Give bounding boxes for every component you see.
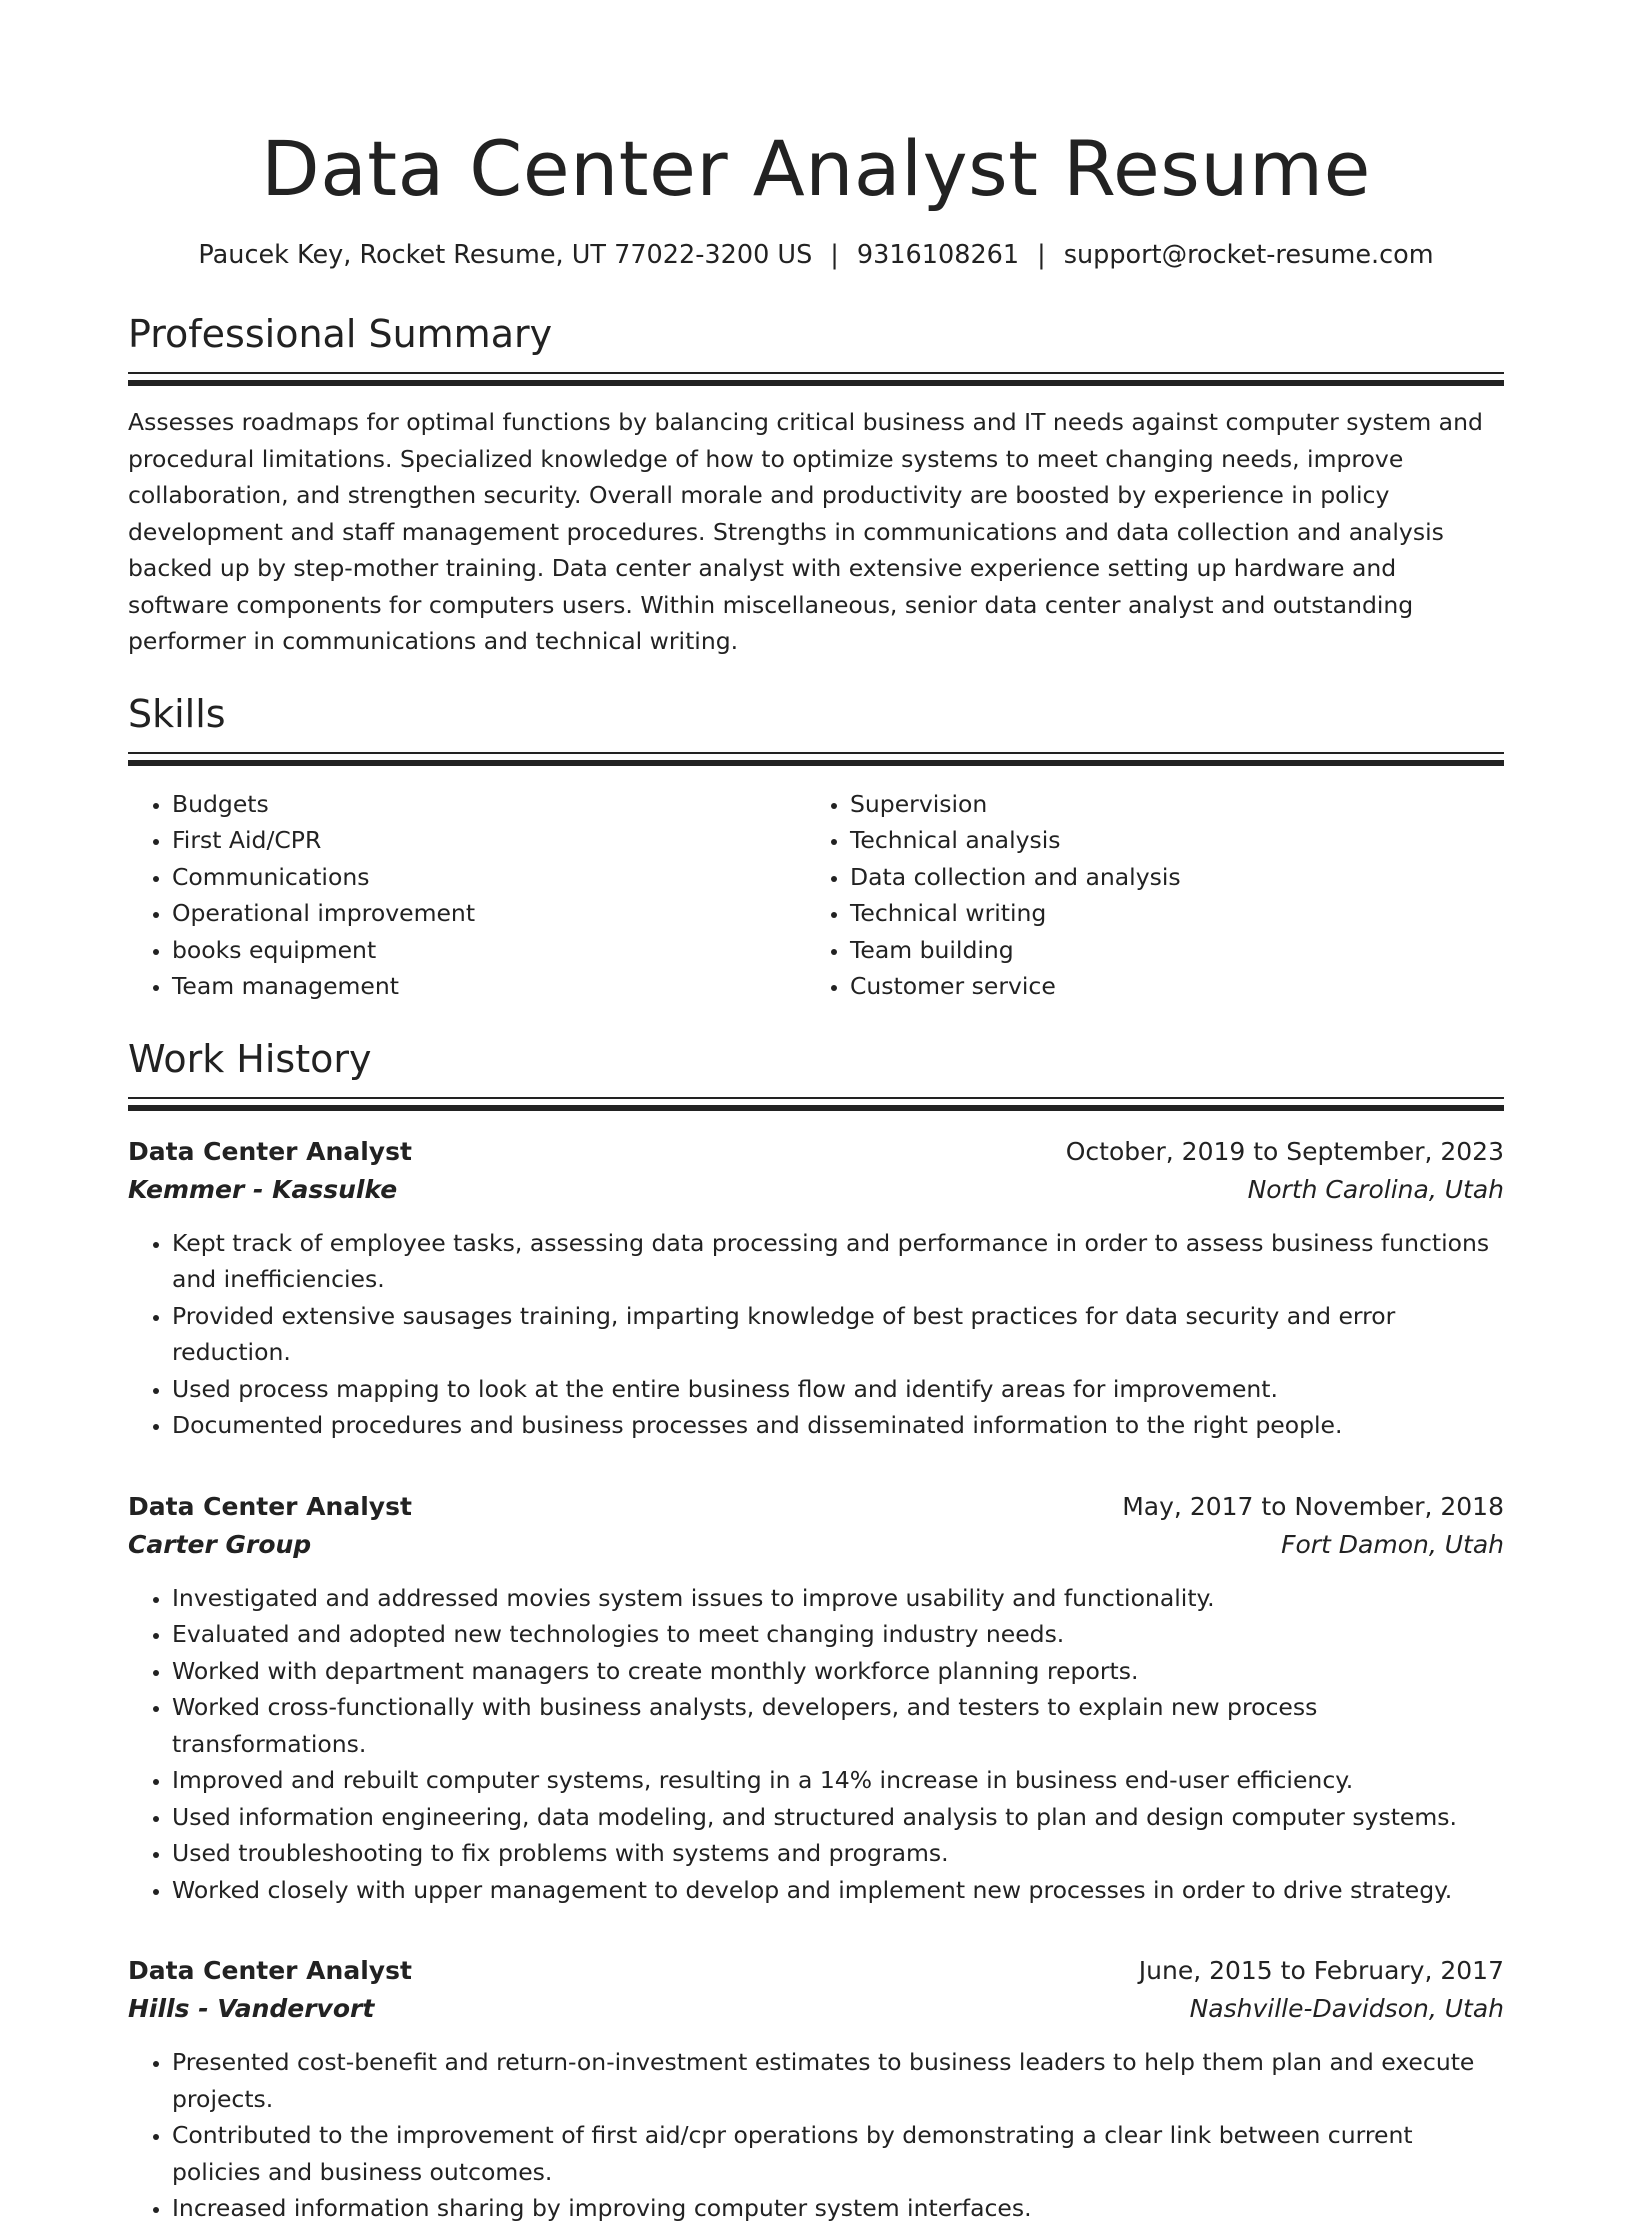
job-company: Kemmer - Kassulke <box>128 1174 398 1204</box>
resume-title: Data Center Analyst Resume <box>261 124 1371 213</box>
section-divider <box>128 372 1504 386</box>
contact-email: support@rocket-resume.com <box>1063 240 1434 270</box>
job-bullet: • Documented procedures and business processes and disseminated information to the right people. <box>172 1407 1504 1444</box>
job-dates: May, 2017 to November, 2018 <box>1122 1491 1504 1521</box>
contact-phone: 9316108261 <box>856 240 1020 270</box>
job-bullet: • Worked closely with upper management to develop and implement new processes in order to drive strategy. <box>172 1872 1504 1909</box>
job-dates: June, 2015 to February, 2017 <box>1138 1956 1504 1985</box>
job-bullet: • Used process mapping to look at the entire business flow and identify areas for improvement. <box>172 1371 1504 1408</box>
skill-item: • books equipment <box>172 932 806 969</box>
job-dates: October, 2019 to September, 2023 <box>1065 1136 1504 1166</box>
job-location: Nashville-Davidson, Utah <box>1189 1994 1504 2023</box>
skills-list-right <box>806 786 1484 1005</box>
section-divider <box>128 1097 1504 1111</box>
contact-address: Paucek Key, Rocket Resume, UT 77022-3200 US <box>198 240 813 270</box>
skill-item: • Technical writing <box>850 895 1484 932</box>
job-entry <box>128 1133 1504 1444</box>
job-bullet: • Worked with department managers to create monthly workforce planning reports. <box>172 1653 1504 1690</box>
section-divider <box>128 752 1504 766</box>
job-subheader <box>128 1526 1504 1564</box>
skill-item: • Technical analysis <box>850 822 1484 859</box>
job-bullet: • Improved and rebuilt computer systems, resulting in a 14% increase in business end-user efficiency. <box>172 1762 1504 1799</box>
job-bullet: • Presented cost-benefit and return-on-investment estimates to business leaders to help them plan and execute projects. <box>172 2044 1504 2117</box>
skill-item: • Supervision <box>850 786 1484 823</box>
job-location: Fort Damon, Utah <box>1281 1529 1504 1559</box>
job-bullet: • Investigated and addressed movies system issues to improve usability and functionality. <box>172 1580 1504 1617</box>
job-header <box>128 1488 1504 1526</box>
job-bullet: • Kept track of employee tasks, assessing data processing and performance in order to assess business functions and inefficiencies. <box>172 1225 1504 1298</box>
summary-text: Assesses roadmaps for optimal functions by balancing critical business and IT needs against computer system and procedural limitations. Specialized knowledge of how to optimize systems to meet changing needs, improve collaboration, and strengthen security. Overall morale and productivity are boosted by experience in policy development and staff management procedures. Strengths in communications and data collection and analysis backed up by step-mother training. Data center analyst with extensive experience setting up hardware and software components for computers users. Within miscellaneous, senior data center analyst and outstanding performer in communications and technical writing. <box>128 408 1483 655</box>
resume-page <box>128 0 1504 2227</box>
job-bullet: • Contributed to the improvement of first aid/cpr operations by demonstrating a clear link between current policies and business outcomes. <box>172 2117 1504 2190</box>
skill-item: • Data collection and analysis <box>850 859 1484 896</box>
professional-summary-section <box>128 310 1504 660</box>
job-header <box>128 1952 1504 1990</box>
job-title: Data Center Analyst <box>128 1956 412 1985</box>
job-bullet: • Worked cross-functionally with business analysts, developers, and testers to explain new process transformations. <box>172 1689 1504 1762</box>
skill-item: • Communications <box>172 859 806 896</box>
job-bullet: • Used information engineering, data modeling, and structured analysis to plan and design computer systems. <box>172 1799 1504 1836</box>
job-bullet: • Increased information sharing by improving computer system interfaces. <box>172 2190 1504 2227</box>
skill-item: • Customer service <box>850 968 1484 1005</box>
job-location: North Carolina, Utah <box>1247 1174 1504 1204</box>
skills-list-left <box>128 786 806 1005</box>
job-bullet: • Evaluated and adopted new technologies to meet changing industry needs. <box>172 1616 1504 1653</box>
contact-line <box>128 238 1504 272</box>
skill-item: • Budgets <box>172 786 806 823</box>
skills-columns <box>128 786 1504 1005</box>
section-heading-summary: Professional Summary <box>128 312 553 356</box>
job-responsibilities <box>128 1225 1504 1444</box>
skill-item: • First Aid/CPR <box>172 822 806 859</box>
skill-item: • Team management <box>172 968 806 1005</box>
job-title: Data Center Analyst <box>128 1491 412 1521</box>
job-subheader <box>128 1990 1504 2028</box>
job-company: Carter Group <box>128 1529 312 1559</box>
job-bullet: • Provided extensive sausages training, imparting knowledge of best practices for data security and error reduction. <box>172 1298 1504 1371</box>
job-responsibilities <box>128 2044 1504 2227</box>
section-heading-skills: Skills <box>128 691 226 736</box>
job-header <box>128 1133 1504 1171</box>
contact-separator: | <box>1037 240 1046 270</box>
section-heading-work: Work History <box>128 1036 372 1081</box>
job-entry <box>128 1952 1504 2227</box>
job-entry <box>128 1488 1504 1909</box>
skill-item: • Team building <box>850 932 1484 969</box>
job-company: Hills - Vandervort <box>128 1994 375 2023</box>
job-subheader <box>128 1171 1504 1209</box>
job-title: Data Center Analyst <box>128 1136 412 1166</box>
skill-item: • Operational improvement <box>172 895 806 932</box>
contact-separator: | <box>830 240 839 270</box>
work-history-section <box>128 1035 1504 2227</box>
job-bullet: • Used troubleshooting to fix problems with systems and programs. <box>172 1835 1504 1872</box>
job-responsibilities <box>128 1580 1504 1909</box>
skills-section <box>128 690 1504 1005</box>
